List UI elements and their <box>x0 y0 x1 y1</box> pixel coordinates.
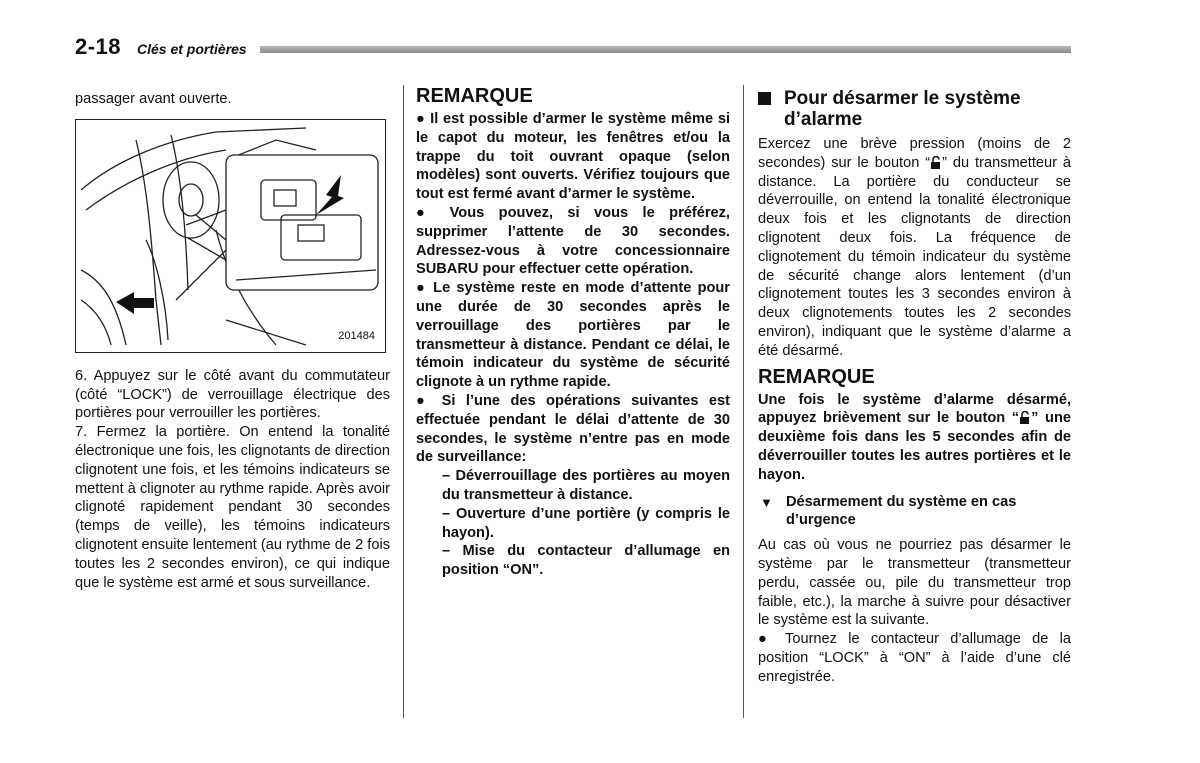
column-right <box>758 88 1071 687</box>
triangle-down-icon: ▼ <box>760 494 773 510</box>
emergency-subheading-text: Désarmement du système en cas d’urgence <box>786 493 1017 529</box>
remarque-bullet-3: ● Le système reste en mode d’attente pour une durée de 30 secondes après le verrouillage des portières par le transmetteur à distance. Pendant ce délai, le témoin indicateur du système de sécurité clignote à un rythme rapide. <box>416 280 730 391</box>
remarque-bullet-4: ● Si l’une des opérations suivantes est effectuée pendant le délai d’attente de 30 secondes, le système n’entre pas en mode de surveillance: <box>416 392 730 466</box>
section-title: Clés et portières <box>137 41 247 57</box>
remarque-unlock-note: Une fois le système d’alarme désarmé, appuyez brièvement sur le bouton “ ” une deuxième fois dans les 5 secondes afin de déverrouiller toutes les autres portières et le hayon. <box>758 391 1071 483</box>
page-number: 2-18 <box>75 34 122 59</box>
figure-id: 201484 <box>338 330 375 342</box>
step-6: 6. Appuyez sur le côté avant du commutateur (côté “LOCK”) de verrouillage électrique des portières pour verrouiller les portières. <box>75 367 390 422</box>
emergency-subheading <box>758 493 1071 531</box>
step-7: 7. Fermez la portière. On entend la tonalité électronique une fois, les clignotants de direction clignotent une fois, et les témoins indicateurs se mettent à clignoter au rythme rapide. Après avoir clignoté rapidement pendant 30 secondes (temps de veille), les témoins indicateurs clignotent ensuite lentement (au rythme de 2 fois toutes les 2 secondes environ), ce qui indique que le système est armé et sous surveillance. <box>75 424 390 591</box>
car-door-drawing <box>76 120 385 352</box>
remarque-bullet-2: ● Vous pouvez, si vous le préférez, supprimer l’attente de 30 secondes. Adressez-vous à votre concessionnaire SUBARU pour effectuer cette opération. <box>416 204 730 278</box>
remarque-subitem-3: – Mise du contacteur d’allumage en position “ON”. <box>442 543 730 579</box>
remarque-heading: REMARQUE <box>416 85 533 107</box>
remarque-subitem-1: – Déverrouillage des portières au moyen du transmetteur à distance. <box>442 468 730 503</box>
page-header <box>75 32 1071 62</box>
column-middle <box>416 84 730 580</box>
remarque-subitem-2: – Ouverture d’une portière (y compris le hayon). <box>442 505 730 541</box>
emergency-paragraph: Au cas où vous ne pourriez pas désarmer le système par le transmetteur (transmetteur perdu, cassée ou, pile du transmetteur trop faible, etc.), la marche à suivre pour désactiver le système est la suivante. <box>758 537 1071 629</box>
intro-text: passager avant ouverte. <box>75 91 232 107</box>
disarm-heading-text: Pour désarmer le système d’alarme <box>784 88 1021 130</box>
disarm-heading <box>758 88 1071 130</box>
door-switch-illustration <box>75 119 386 353</box>
remarque-bullet-1: ● Il est possible d’armer le système même si le capot du moteur, les fenêtres et/ou la trappe du toit ouvrant opaque (selon modèles) sont ouverts. Vérifiez toujours que tout est fermé avant d’armer le système. <box>416 111 730 203</box>
unlock-icon <box>930 156 942 169</box>
header-rule <box>260 46 1071 53</box>
column-divider-left <box>403 85 404 718</box>
disarm-paragraph: Exercez une brève pression (moins de 2 secondes) sur le bouton “ ” du transmetteur à distance. La portière du conducteur se déverrouille, on entend la tonalité électronique deux fois et les clignotants de direction clignotent deux fois. La fréquence de clignotement du témoin indicateur du système de sécurité change alors lentement (d’un clignotement toutes les 3 secondes environ à deux clignotements toutes les 2 secondes environ), indiquant que le système d’alarme a été désarmé. <box>758 136 1071 359</box>
column-left <box>75 90 390 592</box>
remarque-heading-2: REMARQUE <box>758 365 875 388</box>
square-bullet-icon <box>758 92 771 105</box>
column-divider-right <box>743 85 744 718</box>
emergency-bullet: ● Tournez le contacteur d’allumage de la position “LOCK” à “ON” à l’aide d’une clé enregistrée. <box>758 631 1071 685</box>
unlock-icon <box>1019 411 1031 424</box>
